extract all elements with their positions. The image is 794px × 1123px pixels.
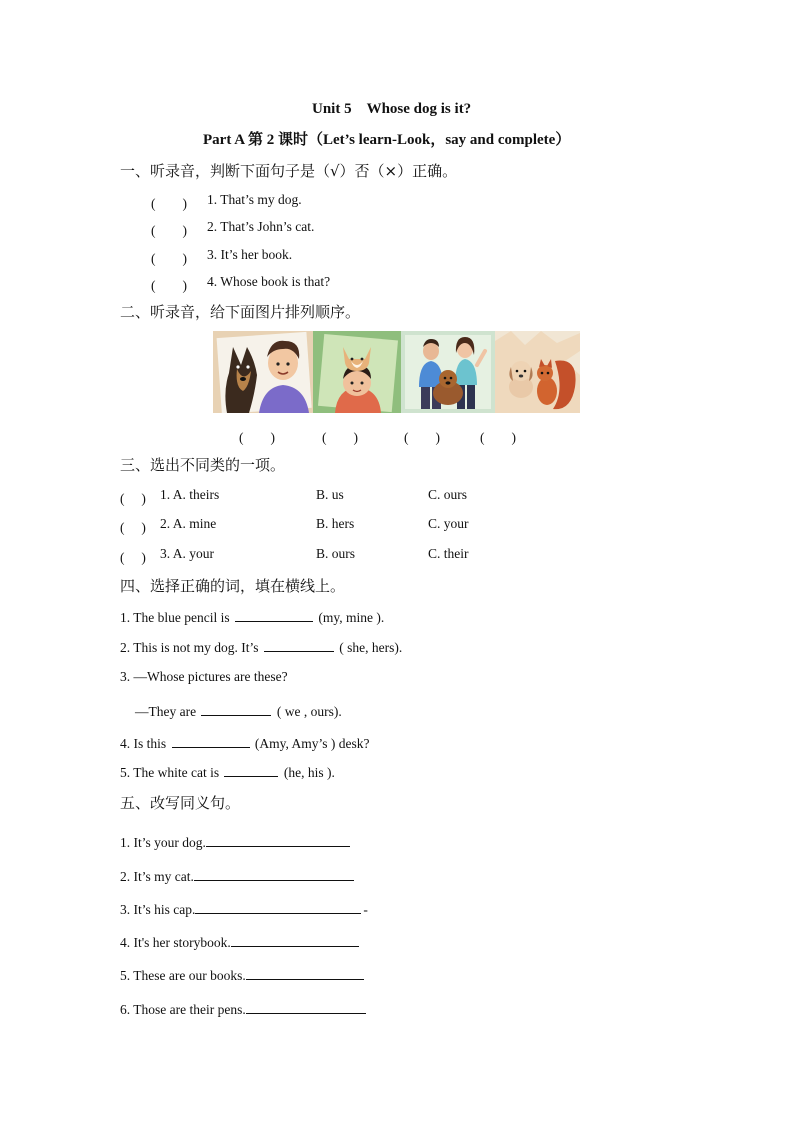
- s5-blank-1[interactable]: [206, 833, 350, 847]
- s1-paren-3[interactable]: ( ): [151, 251, 187, 266]
- s4-item-3b-pre: —They are: [135, 704, 197, 719]
- s3-option-c-2: C. your: [428, 516, 469, 531]
- picture-girl-with-puppy: [313, 331, 401, 413]
- s3-paren-2[interactable]: ( ): [120, 520, 146, 535]
- s4-item-1: [120, 608, 384, 626]
- s5-item-3: [120, 900, 368, 918]
- s1-text-2: 2. That’s John’s cat.: [207, 219, 315, 234]
- s5-item-6-text: 6. Those are their pens.: [120, 1002, 246, 1017]
- s3-option-b-1: B. us: [316, 487, 344, 502]
- s2-paren-4[interactable]: ( ): [480, 430, 516, 445]
- section3-heading: 三、选出不同类的一项。: [120, 456, 286, 474]
- s5-blank-2[interactable]: [194, 867, 354, 881]
- s5-item-4: [120, 933, 361, 951]
- s4-item-5-post: (he, his ).: [283, 765, 335, 780]
- picture-boy-with-dog: [213, 331, 313, 413]
- s5-item-1: [120, 833, 352, 851]
- picture-strip: [213, 331, 580, 413]
- s4-item-2-pre: 2. This is not my dog. It’s: [120, 640, 259, 655]
- s4-blank-3[interactable]: [201, 702, 271, 716]
- s5-item-5-text: 5. These are our books.: [120, 968, 246, 983]
- s4-item-1-pre: 1. The blue pencil is: [120, 610, 230, 625]
- s4-item-2-post: ( she, hers).: [339, 640, 403, 655]
- s4-item-4-post: (Amy, Amy’s ) desk?: [254, 736, 370, 751]
- page-subtitle: Part A 第 2 课时（Let’s learn-Look，say and complete）: [203, 132, 571, 148]
- section5-heading: 五、改写同义句。: [120, 794, 241, 812]
- s4-item-4: [120, 734, 370, 752]
- s5-blank-5[interactable]: [246, 966, 364, 980]
- s4-item-3-pre: 3. —Whose pictures are these?: [120, 669, 288, 684]
- s1-paren-2[interactable]: ( ): [151, 223, 187, 238]
- s2-paren-1[interactable]: ( ): [239, 430, 275, 445]
- s1-text-3: 3. It’s her book.: [207, 247, 293, 262]
- s4-item-2: [120, 638, 402, 656]
- s4-blank-1[interactable]: [235, 608, 313, 622]
- s5-blank-4[interactable]: [231, 933, 359, 947]
- s4-item-1-post: (my, mine ).: [318, 610, 385, 625]
- s2-paren-2[interactable]: ( ): [322, 430, 358, 445]
- s4-item-3b-post: ( we , ours).: [276, 704, 342, 719]
- s3-option-a-3: 3. A. your: [160, 546, 214, 561]
- section2-heading: 二、听录音，给下面图片排列顺序。: [120, 303, 361, 321]
- s4-item-5: [120, 763, 335, 781]
- s3-option-b-2: B. hers: [316, 516, 355, 531]
- s5-item-4-text: 4. It's her storybook.: [120, 935, 231, 950]
- s5-item-3-tail: -: [363, 902, 368, 917]
- s5-blank-6[interactable]: [246, 1000, 366, 1014]
- s3-option-c-1: C. ours: [428, 487, 468, 502]
- s5-item-2: [120, 867, 356, 885]
- picture-couple-with-dog: [401, 331, 495, 413]
- s3-option-c-3: C. their: [428, 546, 469, 561]
- s1-paren-1[interactable]: ( ): [151, 196, 187, 211]
- s3-option-a-1: 1. A. theirs: [160, 487, 220, 502]
- s5-item-1-text: 1. It’s your dog.: [120, 835, 206, 850]
- section1-heading: 一、听录音，判断下面句子是（√）否（×）正确。: [120, 162, 458, 180]
- s5-item-2-text: 2. It’s my cat.: [120, 869, 194, 884]
- s4-blank-5[interactable]: [224, 763, 278, 777]
- s5-item-6: [120, 1000, 368, 1018]
- s4-item-3b: [135, 702, 342, 720]
- section4-heading: 四、选择正确的词，填在横线上。: [120, 577, 346, 595]
- s4-item-3: [120, 669, 288, 685]
- s4-blank-2[interactable]: [264, 638, 334, 652]
- s1-text-4: 4. Whose book is that?: [207, 274, 331, 289]
- s1-text-1: 1. That’s my dog.: [207, 192, 302, 207]
- s4-blank-4[interactable]: [172, 734, 250, 748]
- s3-option-a-2: 2. A. mine: [160, 516, 217, 531]
- s1-paren-4[interactable]: ( ): [151, 278, 187, 293]
- s2-paren-3[interactable]: ( ): [404, 430, 440, 445]
- s5-blank-3[interactable]: [195, 900, 361, 914]
- page-title: Unit 5 Whose dog is it?: [312, 101, 472, 117]
- picture-squirrel-and-dog: [495, 331, 580, 413]
- s4-item-5-pre: 5. The white cat is: [120, 765, 220, 780]
- s3-paren-3[interactable]: ( ): [120, 550, 146, 565]
- s5-item-3-text: 3. It’s his cap.: [120, 902, 196, 917]
- s5-item-5: [120, 966, 366, 984]
- s4-item-4-pre: 4. Is this: [120, 736, 167, 751]
- s3-option-b-3: B. ours: [316, 546, 356, 561]
- s3-paren-1[interactable]: ( ): [120, 491, 146, 506]
